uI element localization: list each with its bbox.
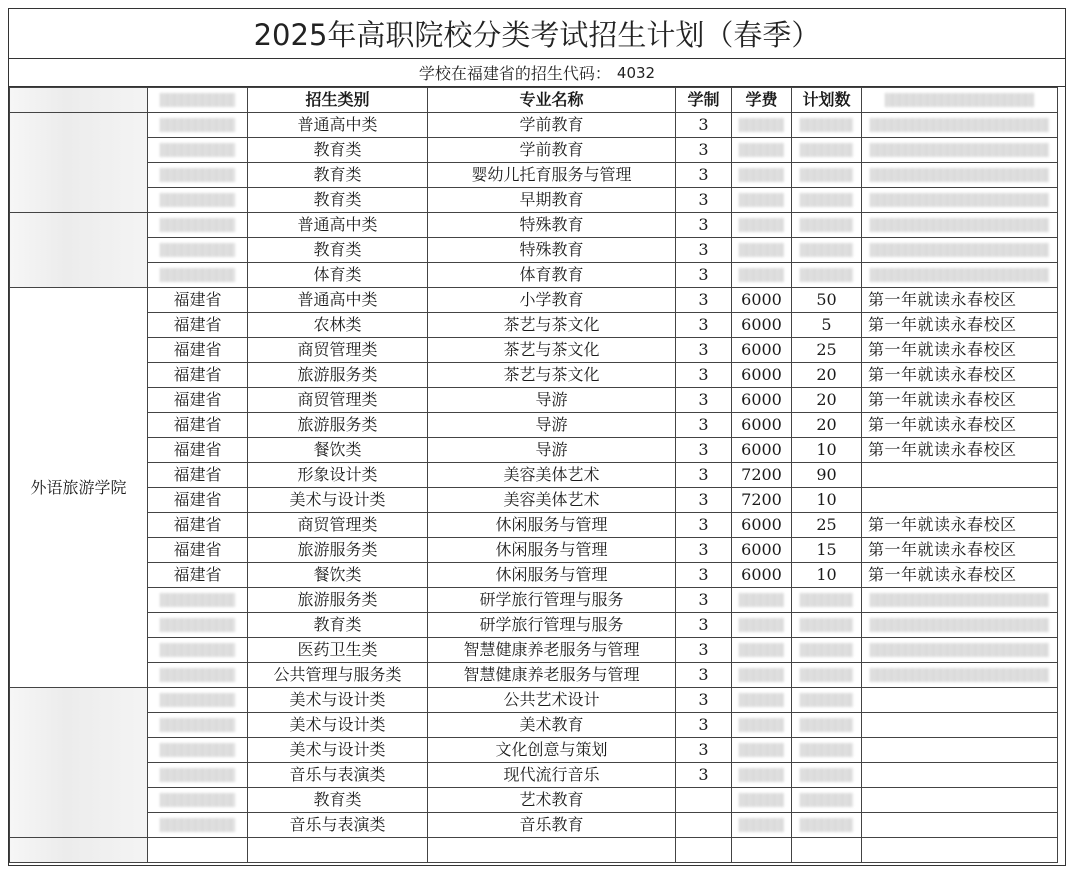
cell-category: 商贸管理类 (248, 513, 428, 538)
table-row (10, 388, 1058, 413)
cell-plan (792, 688, 862, 713)
cell-note (862, 488, 1058, 513)
table-row (10, 238, 1058, 263)
cell-duration: 3 (676, 438, 732, 463)
table-row (10, 688, 1058, 713)
cell-prov (148, 763, 248, 788)
cell-category: 农林类 (248, 313, 428, 338)
table-row (10, 313, 1058, 338)
cell-tuition: 6000 (732, 563, 792, 588)
table-row (10, 538, 1058, 563)
table-row (10, 838, 1058, 863)
cell-prov: 福建省 (148, 363, 248, 388)
cell-plan: 50 (792, 288, 862, 313)
cell-plan (792, 713, 862, 738)
table-row (10, 413, 1058, 438)
table-row (10, 138, 1058, 163)
cell-prov (148, 163, 248, 188)
cell-prov (148, 588, 248, 613)
table-row (10, 813, 1058, 838)
cell-prov: 福建省 (148, 338, 248, 363)
cell-tuition (732, 163, 792, 188)
header-major: 专业名称 (428, 88, 676, 113)
cell-tuition: 6000 (732, 313, 792, 338)
cell-category: 教育类 (248, 138, 428, 163)
cell-tuition: 7200 (732, 488, 792, 513)
cell-major: 特殊教育 (428, 238, 676, 263)
cell-duration: 3 (676, 313, 732, 338)
cell-note: 第一年就读永春校区 (862, 338, 1058, 363)
cell-category: 旅游服务类 (248, 363, 428, 388)
cell-tuition (732, 638, 792, 663)
table-row (10, 188, 1058, 213)
cell-major: 音乐教育 (428, 813, 676, 838)
header-plan: 计划数 (792, 88, 862, 113)
cell-duration: 3 (676, 763, 732, 788)
cell-duration: 3 (676, 563, 732, 588)
cell-note (862, 613, 1058, 638)
table-row (10, 438, 1058, 463)
cell-prov: 福建省 (148, 538, 248, 563)
cell-tuition (732, 238, 792, 263)
cell-category: 音乐与表演类 (248, 813, 428, 838)
cell-plan (792, 763, 862, 788)
cell-duration: 3 (676, 613, 732, 638)
cell-tuition (732, 688, 792, 713)
cell-duration: 3 (676, 263, 732, 288)
cell-tuition: 6000 (732, 513, 792, 538)
cell-tuition: 6000 (732, 363, 792, 388)
cell-major: 艺术教育 (428, 788, 676, 813)
cell-tuition (732, 788, 792, 813)
school-code-value: 4032 (616, 63, 656, 82)
enrollment-plan-sheet (8, 8, 1066, 866)
cell-prov (148, 238, 248, 263)
cell-note (862, 713, 1058, 738)
table-row (10, 213, 1058, 238)
cell-duration: 3 (676, 413, 732, 438)
cell-major (428, 838, 676, 863)
cell-plan (792, 613, 862, 638)
cell-major: 学前教育 (428, 113, 676, 138)
cell-duration: 3 (676, 538, 732, 563)
table-row (10, 463, 1058, 488)
cell-tuition (732, 713, 792, 738)
cell-category: 教育类 (248, 163, 428, 188)
cell-prov (148, 113, 248, 138)
cell-tuition (732, 113, 792, 138)
cell-plan (792, 138, 862, 163)
cell-note (862, 213, 1058, 238)
cell-major: 茶艺与茶文化 (428, 338, 676, 363)
cell-duration: 3 (676, 463, 732, 488)
cell-plan (792, 638, 862, 663)
cell-duration: 3 (676, 688, 732, 713)
cell-note: 第一年就读永春校区 (862, 363, 1058, 388)
cell-major: 研学旅行管理与服务 (428, 613, 676, 638)
cell-category: 教育类 (248, 188, 428, 213)
cell-tuition (732, 588, 792, 613)
cell-plan (792, 738, 862, 763)
cell-note: 第一年就读永春校区 (862, 563, 1058, 588)
cell-prov (148, 838, 248, 863)
cell-note (862, 763, 1058, 788)
cell-prov (148, 788, 248, 813)
cell-prov: 福建省 (148, 288, 248, 313)
cell-note (862, 738, 1058, 763)
cell-plan: 10 (792, 438, 862, 463)
cell-tuition (732, 613, 792, 638)
header-tuition: 学费 (732, 88, 792, 113)
cell-tuition (732, 263, 792, 288)
cell-plan: 25 (792, 338, 862, 363)
school-code-line (9, 59, 1065, 87)
cell-major: 美术教育 (428, 713, 676, 738)
table-row (10, 713, 1058, 738)
cell-prov (148, 213, 248, 238)
cell-note: 第一年就读永春校区 (862, 313, 1058, 338)
table-row (10, 788, 1058, 813)
cell-note (862, 188, 1058, 213)
cell-note (862, 238, 1058, 263)
cell-duration: 3 (676, 113, 732, 138)
cell-prov (148, 638, 248, 663)
cell-prov: 福建省 (148, 438, 248, 463)
table-row (10, 738, 1058, 763)
cell-plan (792, 838, 862, 863)
cell-plan (792, 588, 862, 613)
cell-prov: 福建省 (148, 488, 248, 513)
cell-prov (148, 713, 248, 738)
cell-category: 餐饮类 (248, 438, 428, 463)
cell-duration: 3 (676, 238, 732, 263)
table-row (10, 488, 1058, 513)
cell-tuition: 6000 (732, 438, 792, 463)
cell-category: 普通高中类 (248, 113, 428, 138)
cell-category: 餐饮类 (248, 563, 428, 588)
cell-major: 研学旅行管理与服务 (428, 588, 676, 613)
cell-tuition (732, 763, 792, 788)
cell-prov: 福建省 (148, 313, 248, 338)
cell-prov (148, 738, 248, 763)
cell-major: 早期教育 (428, 188, 676, 213)
cell-plan (792, 788, 862, 813)
cell-category: 旅游服务类 (248, 538, 428, 563)
cell-prov (148, 138, 248, 163)
cell-plan (792, 188, 862, 213)
cell-major: 茶艺与茶文化 (428, 313, 676, 338)
header-duration: 学制 (676, 88, 732, 113)
cell-plan: 20 (792, 413, 862, 438)
cell-category: 美术与设计类 (248, 688, 428, 713)
cell-plan (792, 163, 862, 188)
cell-category: 音乐与表演类 (248, 763, 428, 788)
cell-duration: 3 (676, 713, 732, 738)
cell-major: 美容美体艺术 (428, 463, 676, 488)
college-cell (10, 838, 148, 863)
cell-category: 公共管理与服务类 (248, 663, 428, 688)
cell-tuition: 6000 (732, 413, 792, 438)
cell-note (862, 588, 1058, 613)
college-name: 外语旅游学院 (10, 288, 148, 688)
cell-category: 教育类 (248, 238, 428, 263)
cell-category: 商贸管理类 (248, 338, 428, 363)
table-row (10, 263, 1058, 288)
cell-plan: 15 (792, 538, 862, 563)
cell-plan (792, 113, 862, 138)
cell-prov (148, 688, 248, 713)
cell-plan: 10 (792, 563, 862, 588)
cell-plan (792, 263, 862, 288)
cell-category: 旅游服务类 (248, 588, 428, 613)
cell-note (862, 463, 1058, 488)
cell-note (862, 138, 1058, 163)
cell-tuition: 6000 (732, 538, 792, 563)
table-header-row (10, 88, 1058, 113)
cell-duration: 3 (676, 288, 732, 313)
cell-duration (676, 813, 732, 838)
college-cell (10, 688, 148, 838)
cell-category: 普通高中类 (248, 288, 428, 313)
cell-note (862, 113, 1058, 138)
cell-major: 智慧健康养老服务与管理 (428, 638, 676, 663)
table-row (10, 588, 1058, 613)
cell-major: 导游 (428, 388, 676, 413)
cell-note (862, 638, 1058, 663)
cell-tuition: 7200 (732, 463, 792, 488)
cell-note (862, 688, 1058, 713)
cell-duration: 3 (676, 363, 732, 388)
cell-major: 美容美体艺术 (428, 488, 676, 513)
cell-prov: 福建省 (148, 563, 248, 588)
cell-note: 第一年就读永春校区 (862, 438, 1058, 463)
cell-note (862, 788, 1058, 813)
cell-duration: 3 (676, 588, 732, 613)
cell-category: 旅游服务类 (248, 413, 428, 438)
table-row (10, 363, 1058, 388)
cell-duration: 3 (676, 188, 732, 213)
cell-major: 学前教育 (428, 138, 676, 163)
cell-category: 美术与设计类 (248, 713, 428, 738)
enrollment-table (9, 87, 1058, 863)
cell-plan (792, 238, 862, 263)
cell-tuition (732, 738, 792, 763)
college-cell (10, 213, 148, 288)
cell-major: 小学教育 (428, 288, 676, 313)
cell-note (862, 838, 1058, 863)
table-row (10, 763, 1058, 788)
cell-prov: 福建省 (148, 388, 248, 413)
cell-category: 教育类 (248, 788, 428, 813)
table-row (10, 613, 1058, 638)
cell-prov (148, 188, 248, 213)
cell-category: 商贸管理类 (248, 388, 428, 413)
cell-prov: 福建省 (148, 463, 248, 488)
cell-note: 第一年就读永春校区 (862, 413, 1058, 438)
cell-major: 茶艺与茶文化 (428, 363, 676, 388)
table-row (10, 288, 1058, 313)
cell-note: 第一年就读永春校区 (862, 538, 1058, 563)
cell-duration: 3 (676, 638, 732, 663)
cell-major: 导游 (428, 413, 676, 438)
cell-category: 教育类 (248, 613, 428, 638)
school-code-label: 学校在福建省的招生代码： (418, 64, 611, 83)
table-row (10, 163, 1058, 188)
cell-major: 休闲服务与管理 (428, 538, 676, 563)
page-title: 2025年高职院校分类考试招生计划（春季） (9, 9, 1065, 59)
cell-prov (148, 663, 248, 688)
cell-duration: 3 (676, 488, 732, 513)
cell-tuition (732, 838, 792, 863)
cell-major: 公共艺术设计 (428, 688, 676, 713)
cell-note (862, 263, 1058, 288)
college-cell (10, 113, 148, 213)
cell-duration (676, 788, 732, 813)
cell-major: 文化创意与策划 (428, 738, 676, 763)
cell-major: 导游 (428, 438, 676, 463)
cell-plan (792, 213, 862, 238)
cell-note (862, 163, 1058, 188)
cell-tuition: 6000 (732, 338, 792, 363)
cell-duration: 3 (676, 388, 732, 413)
cell-prov: 福建省 (148, 413, 248, 438)
table-row (10, 513, 1058, 538)
cell-duration: 3 (676, 163, 732, 188)
cell-prov (148, 613, 248, 638)
cell-duration: 3 (676, 663, 732, 688)
cell-duration: 3 (676, 138, 732, 163)
cell-category: 体育类 (248, 263, 428, 288)
cell-plan (792, 813, 862, 838)
cell-duration: 3 (676, 213, 732, 238)
cell-major: 休闲服务与管理 (428, 563, 676, 588)
cell-plan: 20 (792, 363, 862, 388)
cell-duration: 3 (676, 513, 732, 538)
cell-plan: 10 (792, 488, 862, 513)
cell-prov: 福建省 (148, 513, 248, 538)
cell-major: 婴幼儿托育服务与管理 (428, 163, 676, 188)
cell-tuition (732, 663, 792, 688)
cell-major: 休闲服务与管理 (428, 513, 676, 538)
cell-plan: 90 (792, 463, 862, 488)
cell-category: 医药卫生类 (248, 638, 428, 663)
header-college (10, 88, 148, 113)
table-row (10, 113, 1058, 138)
cell-category (248, 838, 428, 863)
cell-plan (792, 663, 862, 688)
cell-tuition: 6000 (732, 288, 792, 313)
cell-duration: 3 (676, 738, 732, 763)
table-row (10, 638, 1058, 663)
cell-tuition (732, 213, 792, 238)
table-row (10, 338, 1058, 363)
header-province (148, 88, 248, 113)
cell-plan: 25 (792, 513, 862, 538)
cell-duration: 3 (676, 338, 732, 363)
cell-duration (676, 838, 732, 863)
cell-category: 美术与设计类 (248, 738, 428, 763)
cell-major: 现代流行音乐 (428, 763, 676, 788)
cell-prov (148, 813, 248, 838)
table-row (10, 663, 1058, 688)
header-category: 招生类别 (248, 88, 428, 113)
cell-category: 形象设计类 (248, 463, 428, 488)
cell-note: 第一年就读永春校区 (862, 388, 1058, 413)
cell-tuition: 6000 (732, 388, 792, 413)
header-note (862, 88, 1058, 113)
cell-prov (148, 263, 248, 288)
cell-category: 普通高中类 (248, 213, 428, 238)
cell-major: 体育教育 (428, 263, 676, 288)
cell-category: 美术与设计类 (248, 488, 428, 513)
cell-tuition (732, 188, 792, 213)
cell-plan: 20 (792, 388, 862, 413)
cell-major: 智慧健康养老服务与管理 (428, 663, 676, 688)
cell-note (862, 663, 1058, 688)
cell-tuition (732, 138, 792, 163)
cell-note: 第一年就读永春校区 (862, 288, 1058, 313)
cell-tuition (732, 813, 792, 838)
cell-plan: 5 (792, 313, 862, 338)
table-row (10, 563, 1058, 588)
cell-note: 第一年就读永春校区 (862, 513, 1058, 538)
cell-note (862, 813, 1058, 838)
cell-major: 特殊教育 (428, 213, 676, 238)
